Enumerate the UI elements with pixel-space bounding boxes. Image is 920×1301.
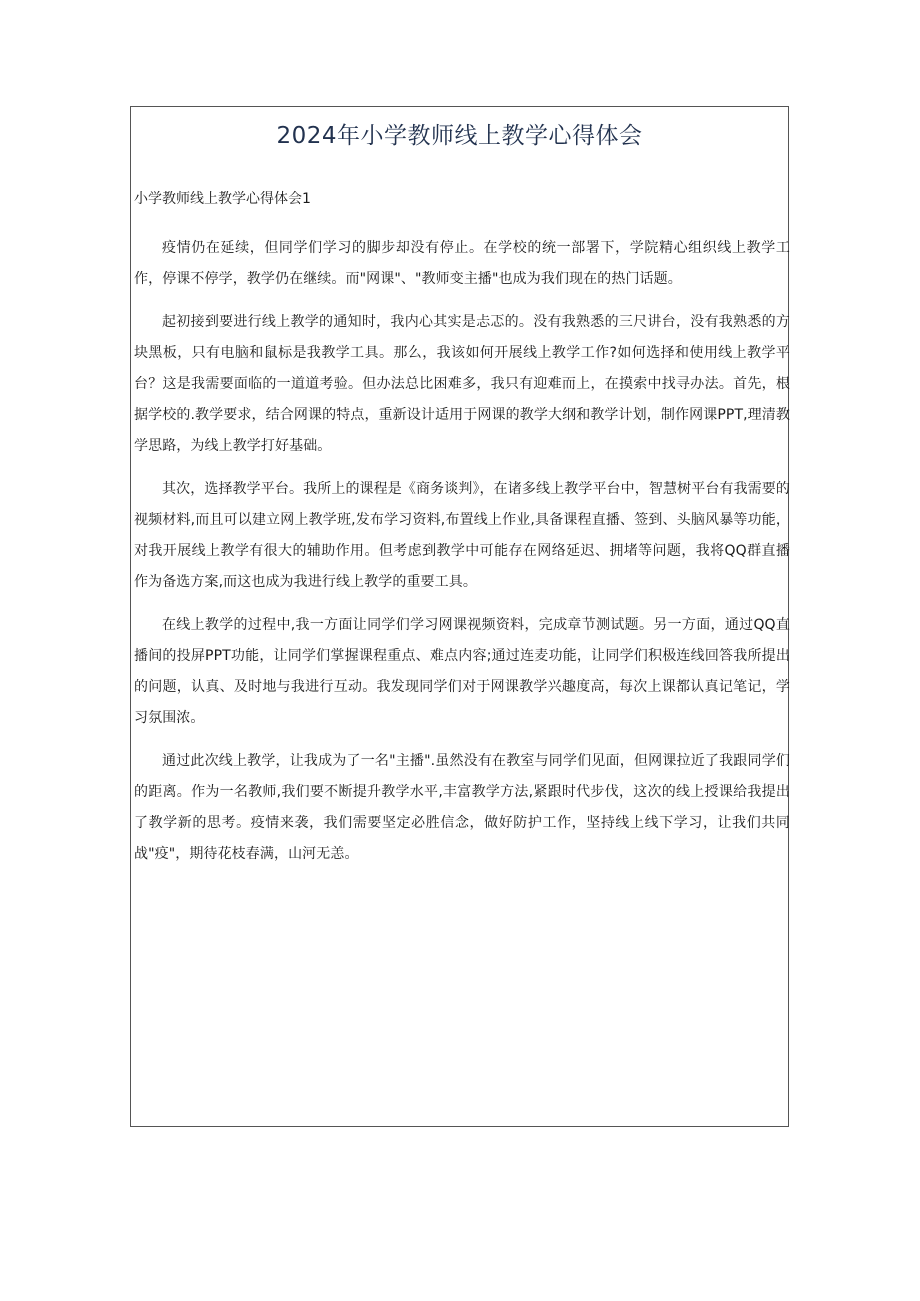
document-frame (130, 106, 789, 1127)
paragraph-5: 通过此次线上教学，让我成为了一名"主播".虽然没有在教室与同学们见面，但网课拉近了我跟同学们的距离。作为一名教师,我们要不断提升教学水平,丰富教学方法,紧跟时代步伐，这次的线上授课给我提出了教学新的思考。疫情来袭，我们需要坚定必胜信念，做好防护工作，坚持线上线下学习，让我们共同战"疫"，期待花枝春满，山河无恙。 (134, 753, 790, 862)
paragraph-2: 起初接到要进行线上教学的通知时，我内心其实是忐忑的。没有我熟悉的三尺讲台，没有我熟悉的方块黑板，只有电脑和鼠标是我教学工具。那么，我该如何开展线上教学工作?如何选择和使用线上教学平台？这是我需要面临的一道道考验。但办法总比困难多，我只有迎难而上，在摸索中找寻办法。首先，根据学校的.教学要求，结合网课的特点，重新设计适用于网课的教学大纲和教学计划，制作网课PPT,理清教学思路，为线上教学打好基础。 (134, 314, 790, 454)
document-body (134, 233, 790, 882)
paragraph-4: 在线上教学的过程中,我一方面让同学们学习网课视频资料，完成章节测试题。另一方面，通过QQ直播间的投屏PPT功能，让同学们掌握课程重点、难点内容;通过连麦功能，让同学们积极连线回答我所提出的问题，认真、及时地与我进行互动。我发现同学们对于网课教学兴趣度高，每次上课都认真记笔记，学习氛围浓。 (134, 617, 790, 726)
document-title: 2024年小学教师线上教学心得体会 (276, 123, 643, 149)
paragraph-1: 疫情仍在延续，但同学们学习的脚步却没有停止。在学校的统一部署下，学院精心组织线上教学工作，停课不停学，教学仍在继续。而"网课"、"教师变主播"也成为我们现在的热门话题。 (134, 240, 790, 287)
paragraph-3: 其次，选择教学平台。我所上的课程是《商务谈判》，在诸多线上教学平台中，智慧树平台有我需要的视频材料,而且可以建立网上教学班,发布学习资料,布置线上作业,具备课程直播、签到、头脑风暴等功能，对我开展线上教学有很大的辅助作用。但考虑到教学中可能存在网络延迟、拥堵等问题，我将QQ群直播作为备选方案,而这也成为我进行线上教学的重要工具。 (134, 481, 790, 590)
section-heading: 小学教师线上教学心得体会1 (134, 191, 311, 207)
